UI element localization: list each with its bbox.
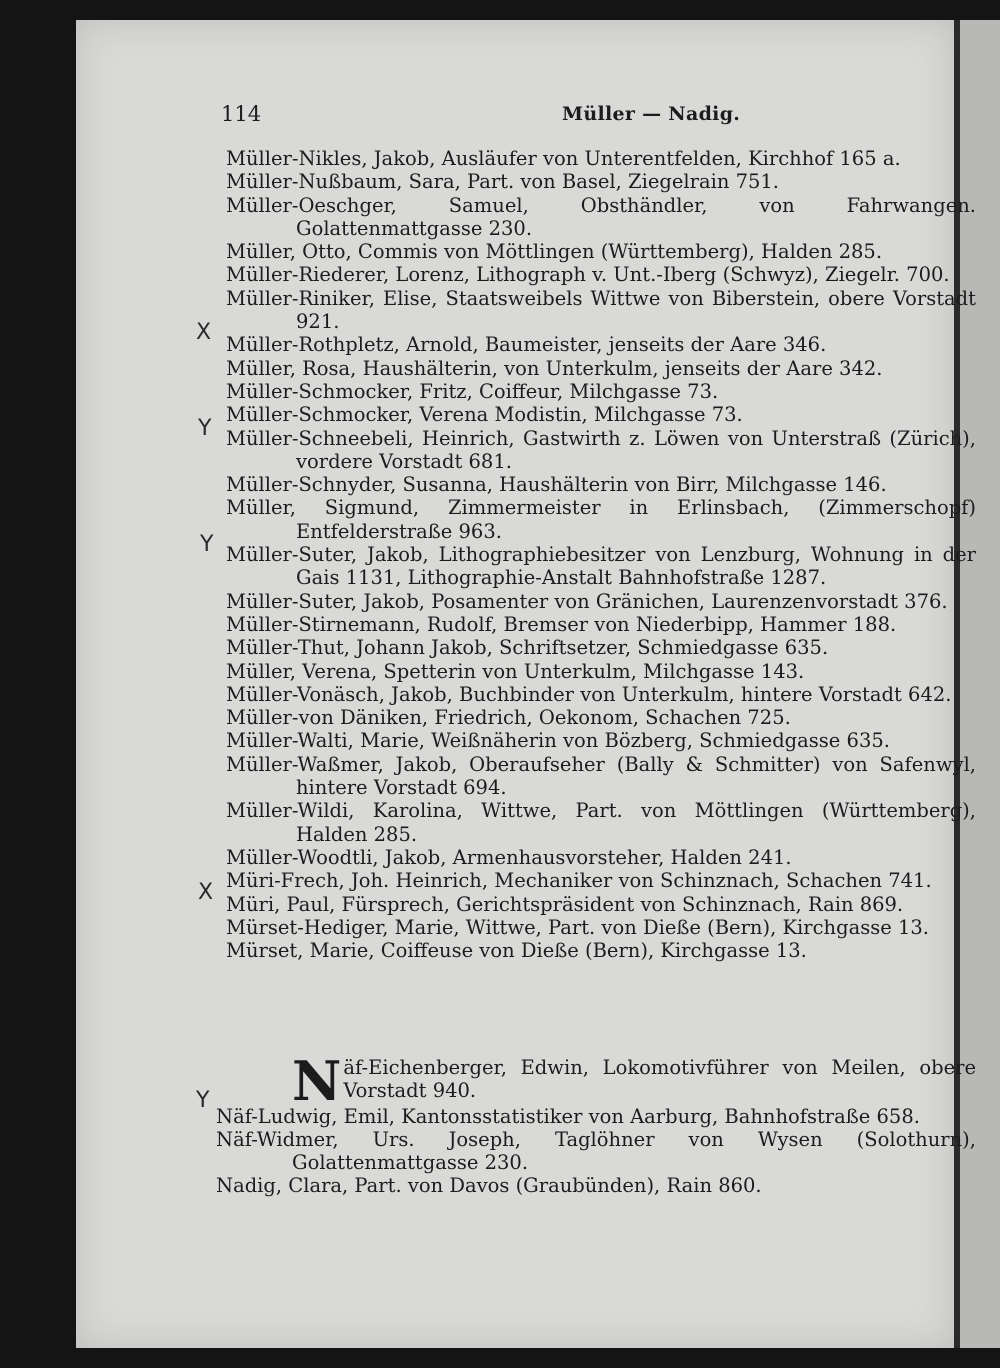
directory-entry: Müller-Schneebeli, Heinrich, Gastwirth z. Löwen von Unterstraß (Zürich), vordere Vorstadt 681. xyxy=(226,426,976,473)
directory-entry: Müller-Schmocker, Verena Modistin, Milchgasse 73. xyxy=(226,403,743,427)
book-page xyxy=(76,20,976,1348)
pencil-mark-icon: Y xyxy=(198,416,212,441)
pencil-mark-icon: Y xyxy=(196,1088,210,1113)
pencil-mark-icon: Y xyxy=(200,532,214,557)
directory-entry: Müller, Verena, Spetterin von Unterkulm, Milchgasse 143. xyxy=(226,659,805,683)
directory-entry: Müller-Riederer, Lorenz, Lithograph v. Unt.-Iberg (Schwyz), Ziegelr. 700. xyxy=(226,263,950,287)
directory-entry: Müller-Thut, Johann Jakob, Schriftsetzer, Schmiedgasse 635. xyxy=(226,636,829,660)
directory-entry: Müller-Suter, Jakob, Posamenter von Gränichen, Laurenzenvorstadt 376. xyxy=(226,589,948,613)
directory-entry: Müri-Frech, Joh. Heinrich, Mechaniker von Schinznach, Schachen 741. xyxy=(226,869,932,893)
directory-entry: Müller-Wildi, Karolina, Wittwe, Part. von Möttlingen (Württemberg), Halden 285. xyxy=(226,799,976,846)
directory-entry: Müller-Schmocker, Fritz, Coiffeur, Milchgasse 73. xyxy=(226,379,719,403)
page-number: 114 xyxy=(221,102,262,126)
page-header xyxy=(216,102,976,130)
directory-entry: Müller, Otto, Commis von Möttlingen (Württemberg), Halden 285. xyxy=(226,240,883,264)
directory-entry: Müller-Oeschger, Samuel, Obsthändler, von Fahrwangen. Golattenmattgasse 230. xyxy=(226,193,976,240)
directory-entry: Müller-Walti, Marie, Weißnäherin von Bözberg, Schmiedgasse 635. xyxy=(226,729,890,753)
section-n-entries xyxy=(216,1049,976,1198)
directory-entry: Mürset-Hediger, Marie, Wittwe, Part. von Dieße (Bern), Kirchgasse 13. xyxy=(226,915,929,939)
directory-entry: Müller-Schnyder, Susanna, Haushälterin von Birr, Milchgasse 146. xyxy=(226,473,887,497)
directory-entry-with-initial xyxy=(216,1049,976,1113)
directory-entry: Nadig, Clara, Part. von Davos (Graubünden), Rain 860. xyxy=(216,1174,762,1198)
directory-entry: Müller-Nikles, Jakob, Ausläufer von Unterentfelden, Kirchhof 165 a. xyxy=(226,147,901,170)
directory-entry: Müller-Rothpletz, Arnold, Baumeister, jenseits der Aare 346. xyxy=(226,333,827,357)
directory-entry: Näf-Ludwig, Emil, Kantonsstatistiker von Aarburg, Bahnhofstraße 658. xyxy=(216,1104,920,1128)
directory-entry: Mürset, Marie, Coiffeuse von Dieße (Bern), Kirchgasse 13. xyxy=(226,939,807,963)
directory-entry: Müller-Riniker, Elise, Staatsweibels Wittwe von Biberstein, obere Vorstadt 921. xyxy=(226,286,976,334)
directory-entry: Müller, Sigmund, Zimmermeister in Erlinsbach, (Zimmerschopf) Entfelderstraße 963. xyxy=(226,496,976,543)
directory-entry: Müller-Woodtli, Jakob, Armenhausvorsteher, Halden 241. xyxy=(226,845,792,869)
pencil-mark-icon: X xyxy=(198,880,214,905)
directory-entry: Müller-Stirnemann, Rudolf, Bremser von Niederbipp, Hammer 188. xyxy=(226,612,897,636)
directory-entry: Müller-von Däniken, Friedrich, Oekonom, Schachen 725. xyxy=(226,706,791,730)
directory-entry: Näf-Widmer, Urs. Joseph, Taglöhner von Wysen (Solothurn), Golattenmattgasse 230. xyxy=(216,1127,976,1175)
section-initial-letter: N xyxy=(292,1049,342,1113)
directory-entry: Müller-Suter, Jakob, Lithographiebesitzer von Lenzburg, Wohnung in der Gais 1131, Lithographie-Anstalt Bahnhofstraße 1287. xyxy=(226,543,976,590)
directory-entry: Müller-Waßmer, Jakob, Oberaufseher (Bally & Schmitter) von Safenwyl, hintere Vorstadt 694. xyxy=(226,752,976,800)
directory-entries xyxy=(216,147,976,962)
directory-entry: Müller-Vonäsch, Jakob, Buchbinder von Unterkulm, hintere Vorstadt 642. xyxy=(226,682,952,706)
directory-entry: Müller, Rosa, Haushälterin, von Unterkulm, jenseits der Aare 342. xyxy=(226,356,883,380)
pencil-mark-icon: X xyxy=(196,320,212,345)
directory-entry: Müller-Nußbaum, Sara, Part. von Basel, Ziegelrain 751. xyxy=(226,170,779,194)
entry-text: äf-Eichenberger, Edwin, Lokomotivführer von Meilen, obere Vorstadt 940. xyxy=(343,1056,976,1103)
directory-entry: Müri, Paul, Fürsprech, Gerichtspräsident von Schinznach, Rain 869. xyxy=(226,892,904,916)
running-head: Müller — Nadig. xyxy=(562,103,741,125)
